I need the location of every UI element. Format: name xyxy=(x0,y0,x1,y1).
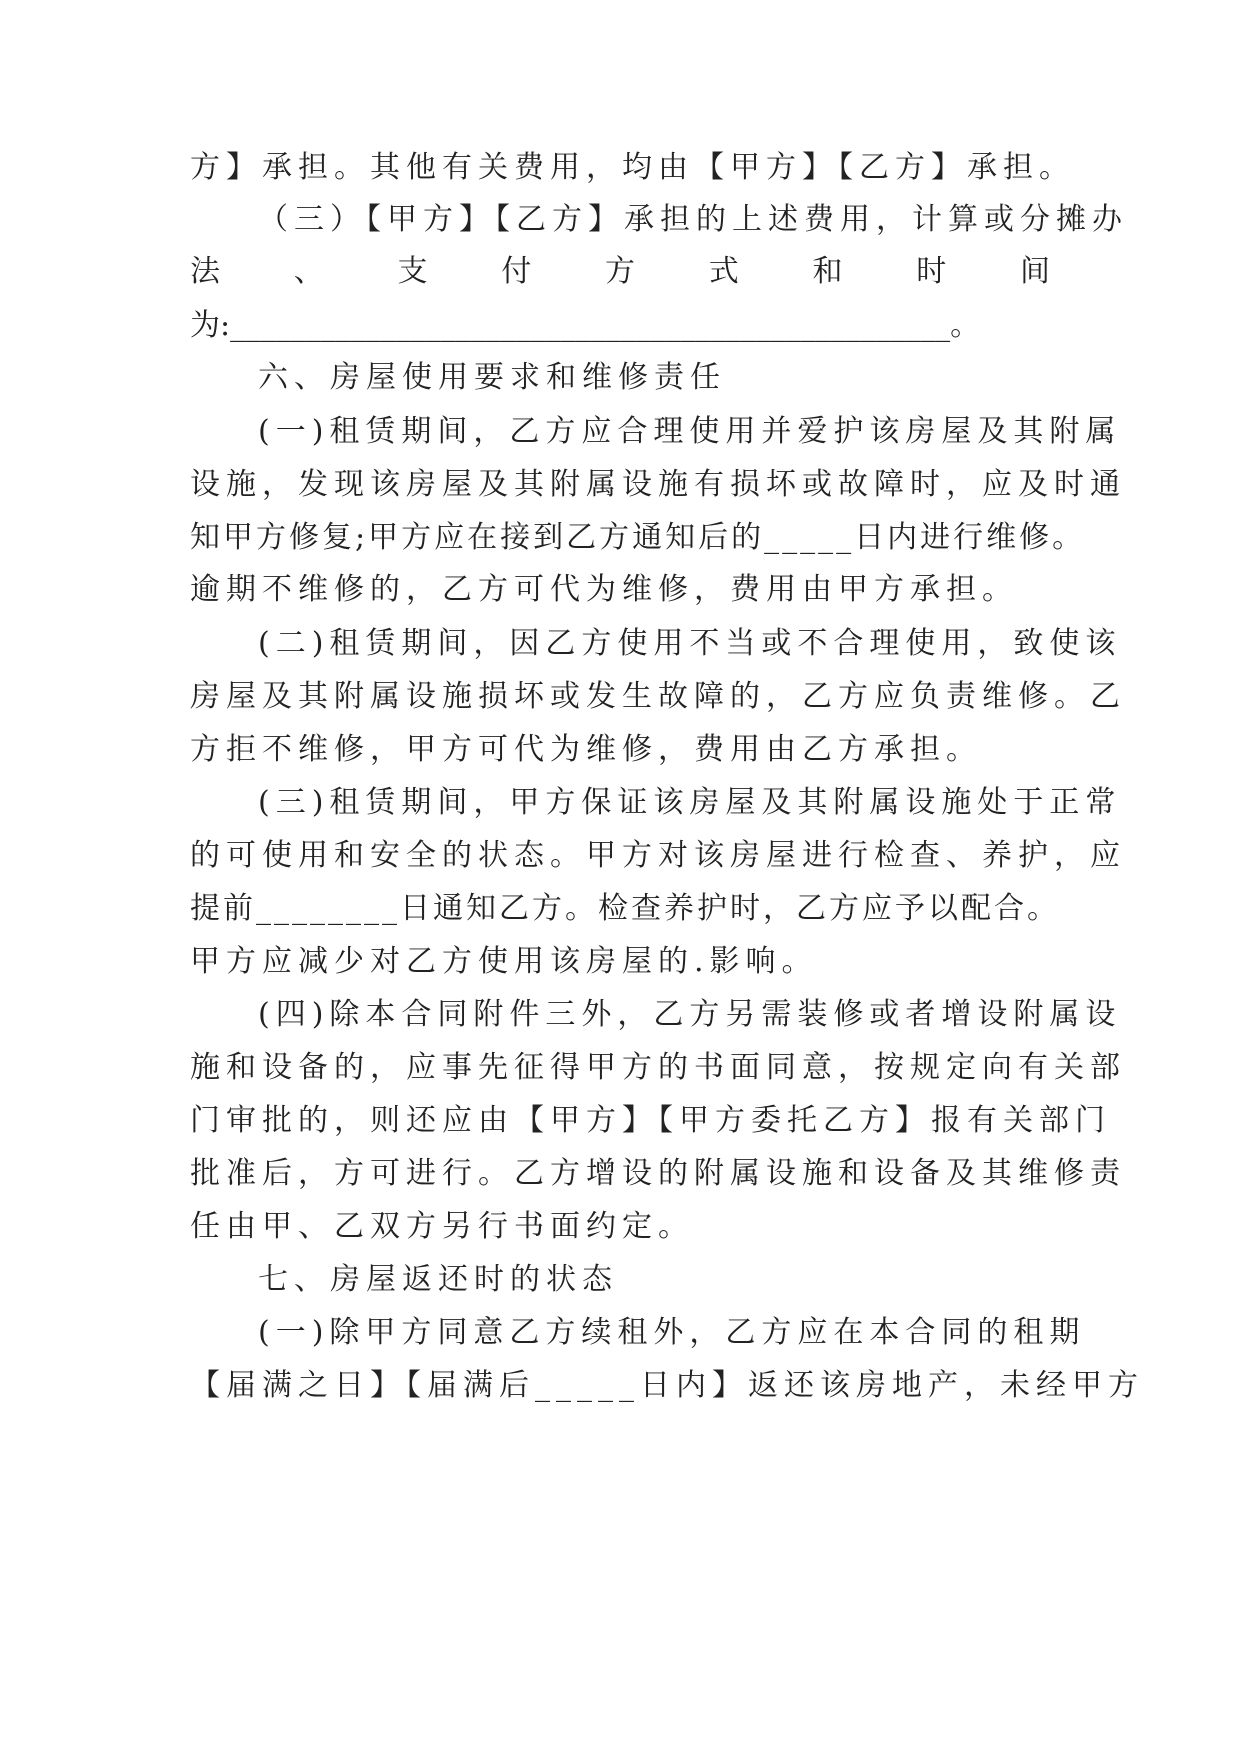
text-line: (三)租赁期间，甲方保证该房屋及其附属设施处于正常 xyxy=(258,785,1122,820)
text-line: （三）【甲方】【乙方】承担的上述费用，计算或分摊办 xyxy=(258,202,1128,237)
spread-char: 、 xyxy=(293,254,324,289)
text-line: 提前________日通知乙方。检查养护时，乙方应予以配合。 xyxy=(190,891,1060,926)
text-line: 批准后，方可进行。乙方增设的附属设施和设备及其维修责 xyxy=(190,1156,1126,1191)
spread-char: 时 xyxy=(916,254,947,289)
text-line: 为:________________________________________________。 xyxy=(190,308,981,343)
text-line: 知甲方修复;甲方应在接到乙方通知后的_____日内进行维修。 xyxy=(190,520,1086,555)
text-line: 方】承担。其他有关费用，均由【甲方】【乙方】承担。 xyxy=(190,150,1075,185)
text-line: (一)除甲方同意乙方续租外，乙方应在本合同的租期 xyxy=(258,1315,1086,1350)
spread-char: 付 xyxy=(501,254,532,289)
text-line: 甲方应减少对乙方使用该房屋的.影响。 xyxy=(190,944,818,979)
text-line: 门审批的，则还应由【甲方】【甲方委托乙方】报有关部门 xyxy=(190,1103,1111,1138)
text-line: 房屋及其附属设施损坏或发生故障的，乙方应负责维修。乙 xyxy=(190,679,1126,714)
text-line: 方拒不维修，甲方可代为维修，费用由乙方承担。 xyxy=(190,732,982,767)
spread-char: 方 xyxy=(605,254,635,289)
text-line: (四)除本合同附件三外，乙方另需装修或者增设附属设 xyxy=(258,997,1122,1032)
text-line: 【届满之日】【届满后_____日内】返还该房地产，未经甲方 xyxy=(190,1368,1144,1403)
text-line: 的可使用和安全的状态。甲方对该房屋进行检查、养护，应 xyxy=(190,838,1126,873)
section-heading: 六、房屋使用要求和维修责任 xyxy=(258,360,726,395)
spread-char: 式 xyxy=(708,254,739,289)
text-line: 逾期不维修的，乙方可代为维修，费用由甲方承担。 xyxy=(190,572,1018,607)
spread-char: 法 xyxy=(190,254,220,289)
spread-char: 间 xyxy=(1020,254,1050,289)
spread-text-line xyxy=(190,252,1050,292)
text-line: (二)租赁期间，因乙方使用不当或不合理使用，致使该 xyxy=(258,626,1122,661)
spread-char: 支 xyxy=(397,254,428,289)
text-line: 施和设备的，应事先征得甲方的书面同意，按规定向有关部 xyxy=(190,1050,1126,1085)
spread-char: 和 xyxy=(812,254,843,289)
text-line: 设施，发现该房屋及其附属设施有损坏或故障时，应及时通 xyxy=(190,467,1126,502)
section-heading: 七、房屋返还时的状态 xyxy=(258,1262,618,1297)
text-line: 任由甲、乙双方另行书面约定。 xyxy=(190,1209,694,1244)
text-line: (一)租赁期间，乙方应合理使用并爱护该房屋及其附属 xyxy=(258,414,1122,449)
